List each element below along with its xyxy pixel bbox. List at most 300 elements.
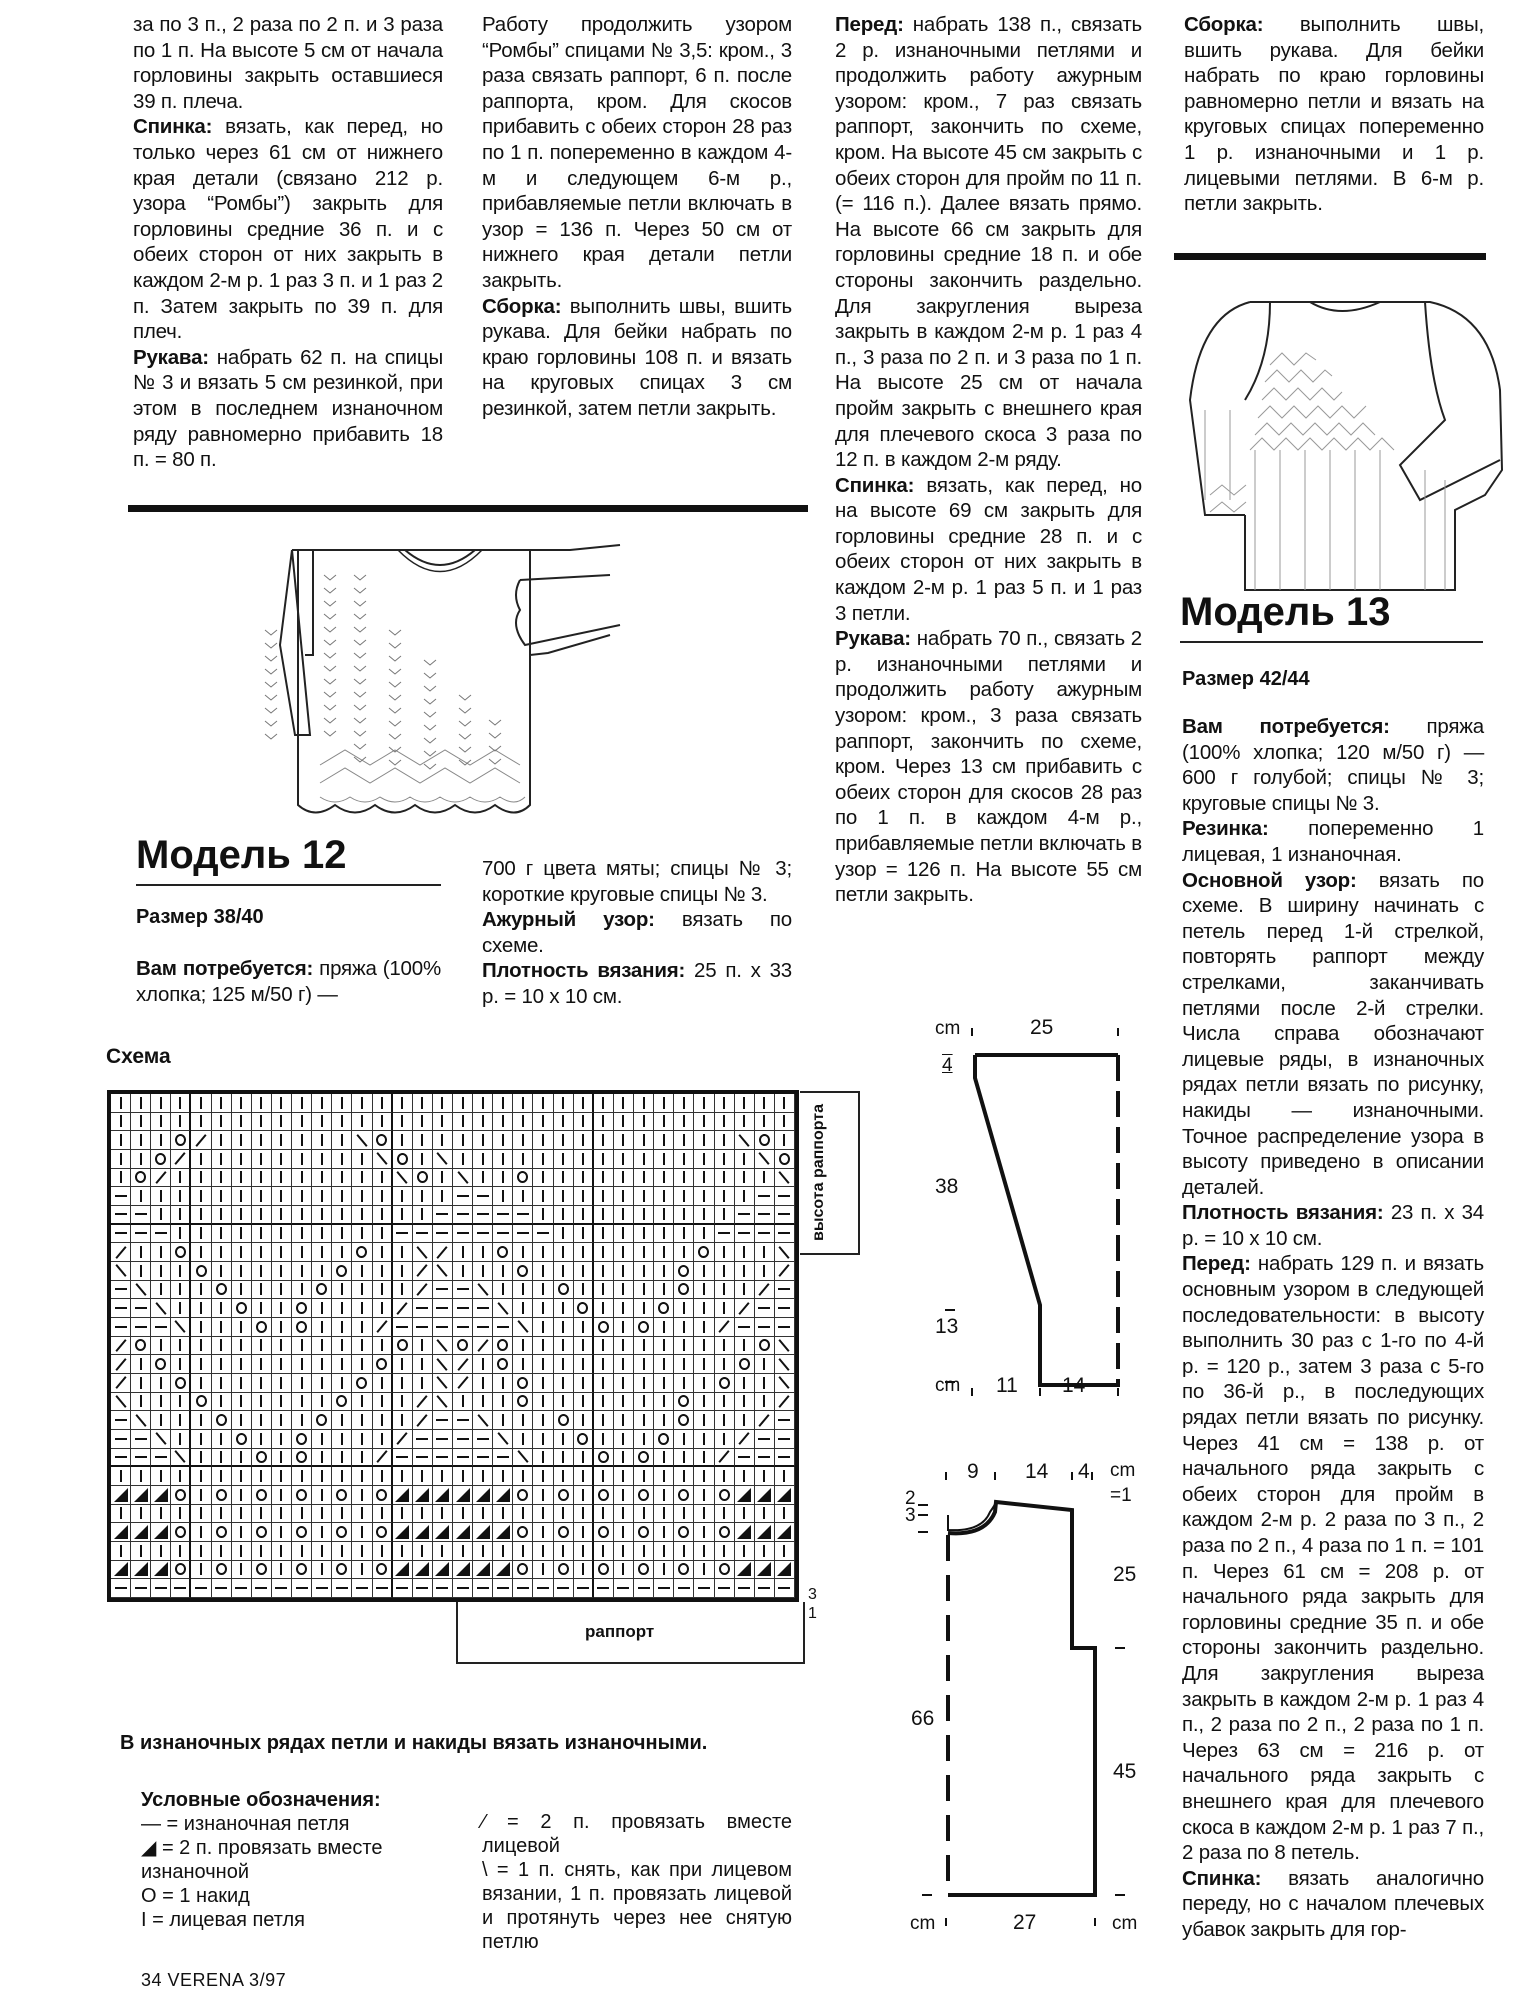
paragraph: Спинка: вязать, как перед, но только через 61 см от нижнего края детали (связано 212 р. узора “Ромбы”) закрыть для горловины средние 36 п. и с обеих сторон от них закрыть в каждом 2-м р. 1 раз 3 п. и 1 раз 2 п. Затем закрыть по 39 п. для плеч. <box>133 115 443 344</box>
knit-stitch-icon <box>622 1526 624 1538</box>
knit-stitch-icon <box>280 1507 282 1519</box>
chart-cell <box>111 1113 131 1132</box>
knit-stitch-icon <box>260 1246 262 1258</box>
chart-cell <box>191 1393 211 1412</box>
chart-cell <box>735 1561 755 1580</box>
knit-stitch-icon <box>723 1246 725 1258</box>
chart-cell <box>312 1299 332 1318</box>
knit-stitch-icon <box>179 1171 181 1183</box>
knit-stitch-icon <box>502 1470 504 1482</box>
chart-cell <box>634 1561 654 1580</box>
knit-stitch-icon <box>502 1377 504 1389</box>
chart-cell <box>453 1523 473 1542</box>
yarn-over-icon <box>658 1433 669 1445</box>
chart-cell <box>332 1411 352 1430</box>
knit-stitch-icon <box>421 1358 423 1370</box>
chart-cell <box>171 1243 191 1262</box>
yarn-over-icon <box>216 1563 227 1575</box>
chart-cell <box>212 1337 232 1356</box>
chart-cell <box>735 1187 755 1206</box>
chart-cell <box>111 1561 131 1580</box>
knit-stitch-icon <box>301 1414 303 1426</box>
knit-stitch-icon <box>280 1208 282 1220</box>
chart-cell <box>151 1150 171 1169</box>
chart-cell <box>634 1467 654 1486</box>
chart-cell <box>594 1299 614 1318</box>
chart-cell <box>151 1579 171 1598</box>
chart-cell <box>393 1355 413 1374</box>
yarn-over-icon <box>155 1358 166 1370</box>
chart-cell <box>694 1299 714 1318</box>
chart-cell <box>594 1169 614 1188</box>
p2tog-icon <box>154 1562 168 1576</box>
knit-stitch-icon <box>482 1171 484 1183</box>
knit-stitch-icon <box>643 1208 645 1220</box>
knit-stitch-icon <box>220 1433 222 1445</box>
chart-cell <box>634 1206 654 1225</box>
chart-cell <box>232 1542 252 1561</box>
chart-cell <box>513 1187 533 1206</box>
chart-cell <box>151 1094 171 1113</box>
purl-stitch-icon <box>135 1307 147 1309</box>
chart-cell <box>533 1094 553 1113</box>
yarn-over-icon <box>678 1283 689 1295</box>
chart-cell <box>513 1150 533 1169</box>
chart-cell <box>413 1467 433 1486</box>
chart-cell <box>232 1187 252 1206</box>
chart-cell <box>413 1505 433 1524</box>
col1-text <box>133 12 443 473</box>
knit-stitch-icon <box>622 1451 624 1463</box>
chart-cell <box>735 1449 755 1468</box>
chart-cell <box>513 1206 533 1225</box>
chart-cell <box>332 1393 352 1412</box>
knit-stitch-icon <box>522 1190 524 1202</box>
chart-cell <box>252 1243 272 1262</box>
yarn-over-icon <box>719 1489 730 1501</box>
chart-cell <box>131 1131 151 1150</box>
chart-cell <box>252 1393 272 1412</box>
knit-stitch-icon <box>582 1097 584 1109</box>
knit-stitch-icon <box>602 1115 604 1127</box>
chart-cell <box>453 1243 473 1262</box>
chart-cell <box>533 1449 553 1468</box>
knit-stitch-icon <box>522 1507 524 1519</box>
legend-item: O = 1 накид <box>141 1885 250 1907</box>
chart-cell <box>151 1299 171 1318</box>
chart-cell <box>433 1449 453 1468</box>
chart-cell <box>694 1225 714 1244</box>
paragraph: Работу продолжить узором “Ромбы” спицами № 3,5: кром., 3 раза связать раппорт, 6 п. после раппорта, кром. Для скосов прибавить с обеих сторон 28 раз по 1 п. попеременно в каждом 4-м и следующем 6-м р., прибавляемые петли включать в узор = 136 п. Через 50 см от нижнего края детали петли закрыть. <box>482 13 792 292</box>
chart-cell <box>151 1355 171 1374</box>
chart-cell <box>493 1262 513 1281</box>
knit-stitch-icon <box>160 1134 162 1146</box>
chart-cell <box>533 1113 553 1132</box>
chart-cell <box>171 1561 191 1580</box>
sleeve-unit-bottom: cm <box>935 1375 961 1396</box>
chart-cell <box>413 1262 433 1281</box>
knit-stitch-icon <box>683 1358 685 1370</box>
knit-stitch-icon <box>763 1545 765 1557</box>
knit-stitch-icon <box>160 1395 162 1407</box>
knit-stitch-icon <box>321 1395 323 1407</box>
chart-cell <box>232 1486 252 1505</box>
chart-cell <box>694 1467 714 1486</box>
purl-stitch-icon <box>115 1288 127 1290</box>
knit-stitch-icon <box>280 1526 282 1538</box>
chart-cell <box>393 1411 413 1430</box>
yarn-over-icon <box>196 1395 207 1407</box>
chart-cell <box>191 1299 211 1318</box>
knit-stitch-icon <box>240 1227 242 1239</box>
chart-cell <box>111 1449 131 1468</box>
knit-stitch-icon <box>341 1283 343 1295</box>
chart-cell <box>352 1337 372 1356</box>
chart-cell <box>131 1561 151 1580</box>
knit-stitch-icon <box>562 1377 564 1389</box>
chart-cell <box>252 1225 272 1244</box>
knit-stitch-icon <box>280 1545 282 1557</box>
knit-stitch-icon <box>703 1339 705 1351</box>
chart-cell <box>533 1206 553 1225</box>
chart-cell <box>352 1187 372 1206</box>
knit-stitch-icon <box>179 1097 181 1109</box>
chart-cell <box>212 1225 232 1244</box>
knit-stitch-icon <box>280 1171 282 1183</box>
chart-cell <box>513 1542 533 1561</box>
p2tog-icon <box>496 1562 510 1576</box>
chart-cell <box>674 1542 694 1561</box>
chart-cell <box>171 1355 191 1374</box>
knit-stitch-icon <box>462 1395 464 1407</box>
knit-stitch-icon <box>321 1377 323 1389</box>
chart-cell <box>735 1281 755 1300</box>
purl-stitch-icon <box>778 1438 790 1440</box>
chart-cell <box>212 1561 232 1580</box>
purl-stitch-icon <box>738 1326 750 1328</box>
chart-cell <box>594 1467 614 1486</box>
chart-cell <box>453 1281 473 1300</box>
knit-stitch-icon <box>522 1115 524 1127</box>
knit-stitch-icon <box>643 1190 645 1202</box>
knit-stitch-icon <box>120 1134 122 1146</box>
chart-cell <box>574 1523 594 1542</box>
knit-stitch-icon <box>602 1395 604 1407</box>
knit-stitch-icon <box>562 1097 564 1109</box>
p2tog-icon <box>395 1488 409 1502</box>
chart-cell <box>554 1486 574 1505</box>
model12-title-rule <box>136 884 441 886</box>
knit-stitch-icon <box>140 1134 142 1146</box>
yarn-over-icon <box>175 1377 186 1389</box>
yarn-over-icon <box>678 1395 689 1407</box>
chart-cell <box>212 1169 232 1188</box>
knit-stitch-icon <box>220 1153 222 1165</box>
chart-cell <box>614 1542 634 1561</box>
knit-stitch-icon <box>562 1321 564 1333</box>
chart-cell <box>212 1393 232 1412</box>
ssk-icon <box>497 1302 508 1315</box>
chart-cell <box>694 1355 714 1374</box>
knit-stitch-icon <box>542 1563 544 1575</box>
ssk-icon <box>115 1395 126 1408</box>
yarn-over-icon <box>296 1451 307 1463</box>
knit-stitch-icon <box>381 1545 383 1557</box>
chart-cell <box>775 1449 795 1468</box>
yarn-over-icon <box>719 1526 730 1538</box>
k2tog-icon <box>457 1358 468 1371</box>
legend-item: I = лицевая петля <box>141 1909 305 1931</box>
knit-stitch-icon <box>562 1339 564 1351</box>
knit-stitch-icon <box>542 1134 544 1146</box>
chart-cell <box>755 1374 775 1393</box>
chart-cell <box>393 1187 413 1206</box>
chart-cell <box>332 1281 352 1300</box>
knit-stitch-icon <box>683 1134 685 1146</box>
chart-cell <box>232 1318 252 1337</box>
knit-stitch-icon <box>280 1302 282 1314</box>
chart-cell <box>453 1169 473 1188</box>
knit-stitch-icon <box>683 1470 685 1482</box>
chart-cell <box>413 1393 433 1412</box>
chart-cell <box>493 1299 513 1318</box>
knit-stitch-icon <box>160 1246 162 1258</box>
knit-stitch-icon <box>622 1507 624 1519</box>
paragraph: Сборка: выполнить швы, вшить рукава. Для бейки набрать по краю горловины равномерно петли и вязать на круговых спицах попеременно 1 р. изнаночными и 1 р. лицевыми петлями. В 6-м р. петли закрыть. <box>1184 13 1484 216</box>
yarn-over-icon <box>457 1339 468 1351</box>
chart-cell <box>715 1467 735 1486</box>
chart-cell <box>493 1337 513 1356</box>
knit-stitch-icon <box>663 1377 665 1389</box>
knit-stitch-icon <box>179 1208 181 1220</box>
knit-stitch-icon <box>663 1265 665 1277</box>
knit-stitch-icon <box>220 1134 222 1146</box>
ssk-icon <box>175 1320 186 1333</box>
chart-cell <box>212 1094 232 1113</box>
chart-cell <box>654 1094 674 1113</box>
purl-stitch-icon <box>477 1307 489 1309</box>
chart-cell <box>312 1505 332 1524</box>
knit-stitch-icon <box>361 1265 363 1277</box>
chart-cell <box>715 1393 735 1412</box>
chart-cell <box>654 1523 674 1542</box>
chart-cell <box>574 1281 594 1300</box>
knit-stitch-icon <box>361 1283 363 1295</box>
chart-cell <box>453 1579 473 1598</box>
purl-stitch-icon <box>698 1587 710 1589</box>
purl-stitch-icon <box>416 1438 428 1440</box>
chart-cell <box>292 1150 312 1169</box>
knit-stitch-icon <box>562 1451 564 1463</box>
body-unit-bottom-right: cm <box>1112 1913 1138 1934</box>
chart-cell <box>735 1579 755 1598</box>
chart-cell <box>775 1467 795 1486</box>
chart-cell <box>171 1449 191 1468</box>
chart-cell <box>574 1486 594 1505</box>
chart-cell <box>413 1374 433 1393</box>
purl-stitch-icon <box>758 1438 770 1440</box>
knit-stitch-icon <box>743 1171 745 1183</box>
k2tog-icon <box>739 1432 750 1445</box>
ssk-icon <box>437 1395 448 1408</box>
knit-stitch-icon <box>643 1097 645 1109</box>
knit-stitch-icon <box>542 1190 544 1202</box>
knit-stitch-icon <box>260 1545 262 1557</box>
chart-cell <box>735 1243 755 1262</box>
ssk-icon <box>477 1414 488 1427</box>
chart-cell <box>614 1262 634 1281</box>
purl-stitch-icon <box>436 1213 448 1215</box>
chart-cell <box>654 1542 674 1561</box>
purl-stitch-icon <box>557 1587 569 1589</box>
purl-stitch-icon <box>416 1587 428 1589</box>
chart-cell <box>191 1187 211 1206</box>
chart-cell <box>191 1169 211 1188</box>
chart-cell <box>473 1187 493 1206</box>
chart-cell <box>352 1449 372 1468</box>
chart-cell <box>373 1113 393 1132</box>
knit-stitch-icon <box>582 1414 584 1426</box>
chart-cell <box>252 1430 272 1449</box>
knit-stitch-icon <box>462 1115 464 1127</box>
purl-stitch-icon <box>457 1438 469 1440</box>
purl-stitch-icon <box>638 1587 650 1589</box>
chart-cell <box>533 1262 553 1281</box>
chart-cell <box>614 1374 634 1393</box>
knit-stitch-icon <box>240 1153 242 1165</box>
chart-cell <box>373 1169 393 1188</box>
knit-stitch-icon <box>542 1265 544 1277</box>
chart-cell <box>594 1281 614 1300</box>
chart-cell <box>453 1449 473 1468</box>
yarn-over-icon <box>678 1526 689 1538</box>
knit-stitch-icon <box>643 1358 645 1370</box>
chart-cell <box>654 1467 674 1486</box>
chart-cell <box>171 1393 191 1412</box>
chart-cell <box>373 1225 393 1244</box>
knit-stitch-icon <box>341 1545 343 1557</box>
ssk-icon <box>457 1171 468 1184</box>
knit-stitch-icon <box>582 1283 584 1295</box>
chart-cell <box>151 1281 171 1300</box>
knit-stitch-icon <box>301 1545 303 1557</box>
knit-stitch-icon <box>663 1153 665 1165</box>
chart-cell <box>513 1467 533 1486</box>
chart-cell <box>191 1281 211 1300</box>
chart-cell <box>634 1505 654 1524</box>
purl-stitch-icon <box>758 1587 770 1589</box>
yarn-over-icon <box>296 1563 307 1575</box>
knit-stitch-icon <box>663 1563 665 1575</box>
chart-cell <box>674 1393 694 1412</box>
chart-cell <box>373 1467 393 1486</box>
knit-stitch-icon <box>160 1283 162 1295</box>
chart-cell <box>151 1430 171 1449</box>
knit-stitch-icon <box>723 1414 725 1426</box>
knit-stitch-icon <box>381 1433 383 1445</box>
knit-stitch-icon <box>723 1545 725 1557</box>
yarn-over-icon <box>155 1153 166 1165</box>
chart-cell <box>111 1337 131 1356</box>
chart-cell <box>413 1299 433 1318</box>
chart-cell <box>332 1374 352 1393</box>
knit-stitch-icon <box>160 1208 162 1220</box>
chart-cell <box>614 1094 634 1113</box>
chart-cell <box>433 1206 453 1225</box>
chart-cell <box>312 1393 332 1412</box>
chart-cell <box>654 1561 674 1580</box>
knit-stitch-icon <box>321 1190 323 1202</box>
p2tog-icon <box>114 1488 128 1502</box>
chart-cell <box>715 1523 735 1542</box>
knit-stitch-icon <box>643 1171 645 1183</box>
purl-stitch-icon <box>778 1587 790 1589</box>
purl-stitch-icon <box>497 1587 509 1589</box>
knit-stitch-icon <box>622 1283 624 1295</box>
chart-cell <box>775 1281 795 1300</box>
chart-cell <box>493 1411 513 1430</box>
chart-cell <box>111 1150 131 1169</box>
knit-stitch-icon <box>220 1097 222 1109</box>
chart-cell <box>735 1411 755 1430</box>
purl-stitch-icon <box>457 1288 469 1290</box>
chart-cell <box>513 1411 533 1430</box>
chart-cell <box>131 1337 151 1356</box>
p2tog-icon <box>114 1562 128 1576</box>
chart-cell <box>574 1262 594 1281</box>
purl-stitch-icon <box>457 1307 469 1309</box>
sleeve-top-drop: 4 <box>942 1055 953 1076</box>
purl-stitch-icon <box>396 1232 408 1234</box>
knit-stitch-icon <box>341 1470 343 1482</box>
chart-cell <box>292 1579 312 1598</box>
chart-cell <box>332 1206 352 1225</box>
purl-stitch-icon <box>758 1326 770 1328</box>
chart-cell <box>513 1169 533 1188</box>
chart-cell <box>131 1187 151 1206</box>
knit-stitch-icon <box>120 1470 122 1482</box>
knit-stitch-icon <box>361 1302 363 1314</box>
knit-stitch-icon <box>401 1395 403 1407</box>
chart-cell <box>292 1374 312 1393</box>
p2tog-icon <box>476 1525 490 1539</box>
chart-cell <box>413 1355 433 1374</box>
knit-stitch-icon <box>321 1526 323 1538</box>
chart-cell <box>232 1262 252 1281</box>
knit-stitch-icon <box>582 1470 584 1482</box>
chart-cell <box>111 1169 131 1188</box>
legend-item: \ = 1 п. снять, как при лицевом вязании, 1 п. провязать лицевой и протянуть через нее снятую петлю <box>482 1859 792 1953</box>
chart-cell <box>473 1486 493 1505</box>
chart-cell <box>694 1169 714 1188</box>
yarn-over-icon <box>678 1489 689 1501</box>
knit-stitch-icon <box>321 1265 323 1277</box>
knit-stitch-icon <box>260 1134 262 1146</box>
chart-cell <box>533 1337 553 1356</box>
chart-cell <box>373 1187 393 1206</box>
knit-stitch-icon <box>723 1153 725 1165</box>
chart-cell <box>614 1187 634 1206</box>
chart-cell <box>171 1150 191 1169</box>
knit-stitch-icon <box>542 1097 544 1109</box>
chart-cell <box>554 1262 574 1281</box>
chart-cell <box>252 1206 272 1225</box>
chart-cell <box>111 1281 131 1300</box>
chart-cell <box>252 1169 272 1188</box>
chart-cell <box>594 1393 614 1412</box>
chart-cell <box>775 1169 795 1188</box>
knit-stitch-icon <box>200 1433 202 1445</box>
